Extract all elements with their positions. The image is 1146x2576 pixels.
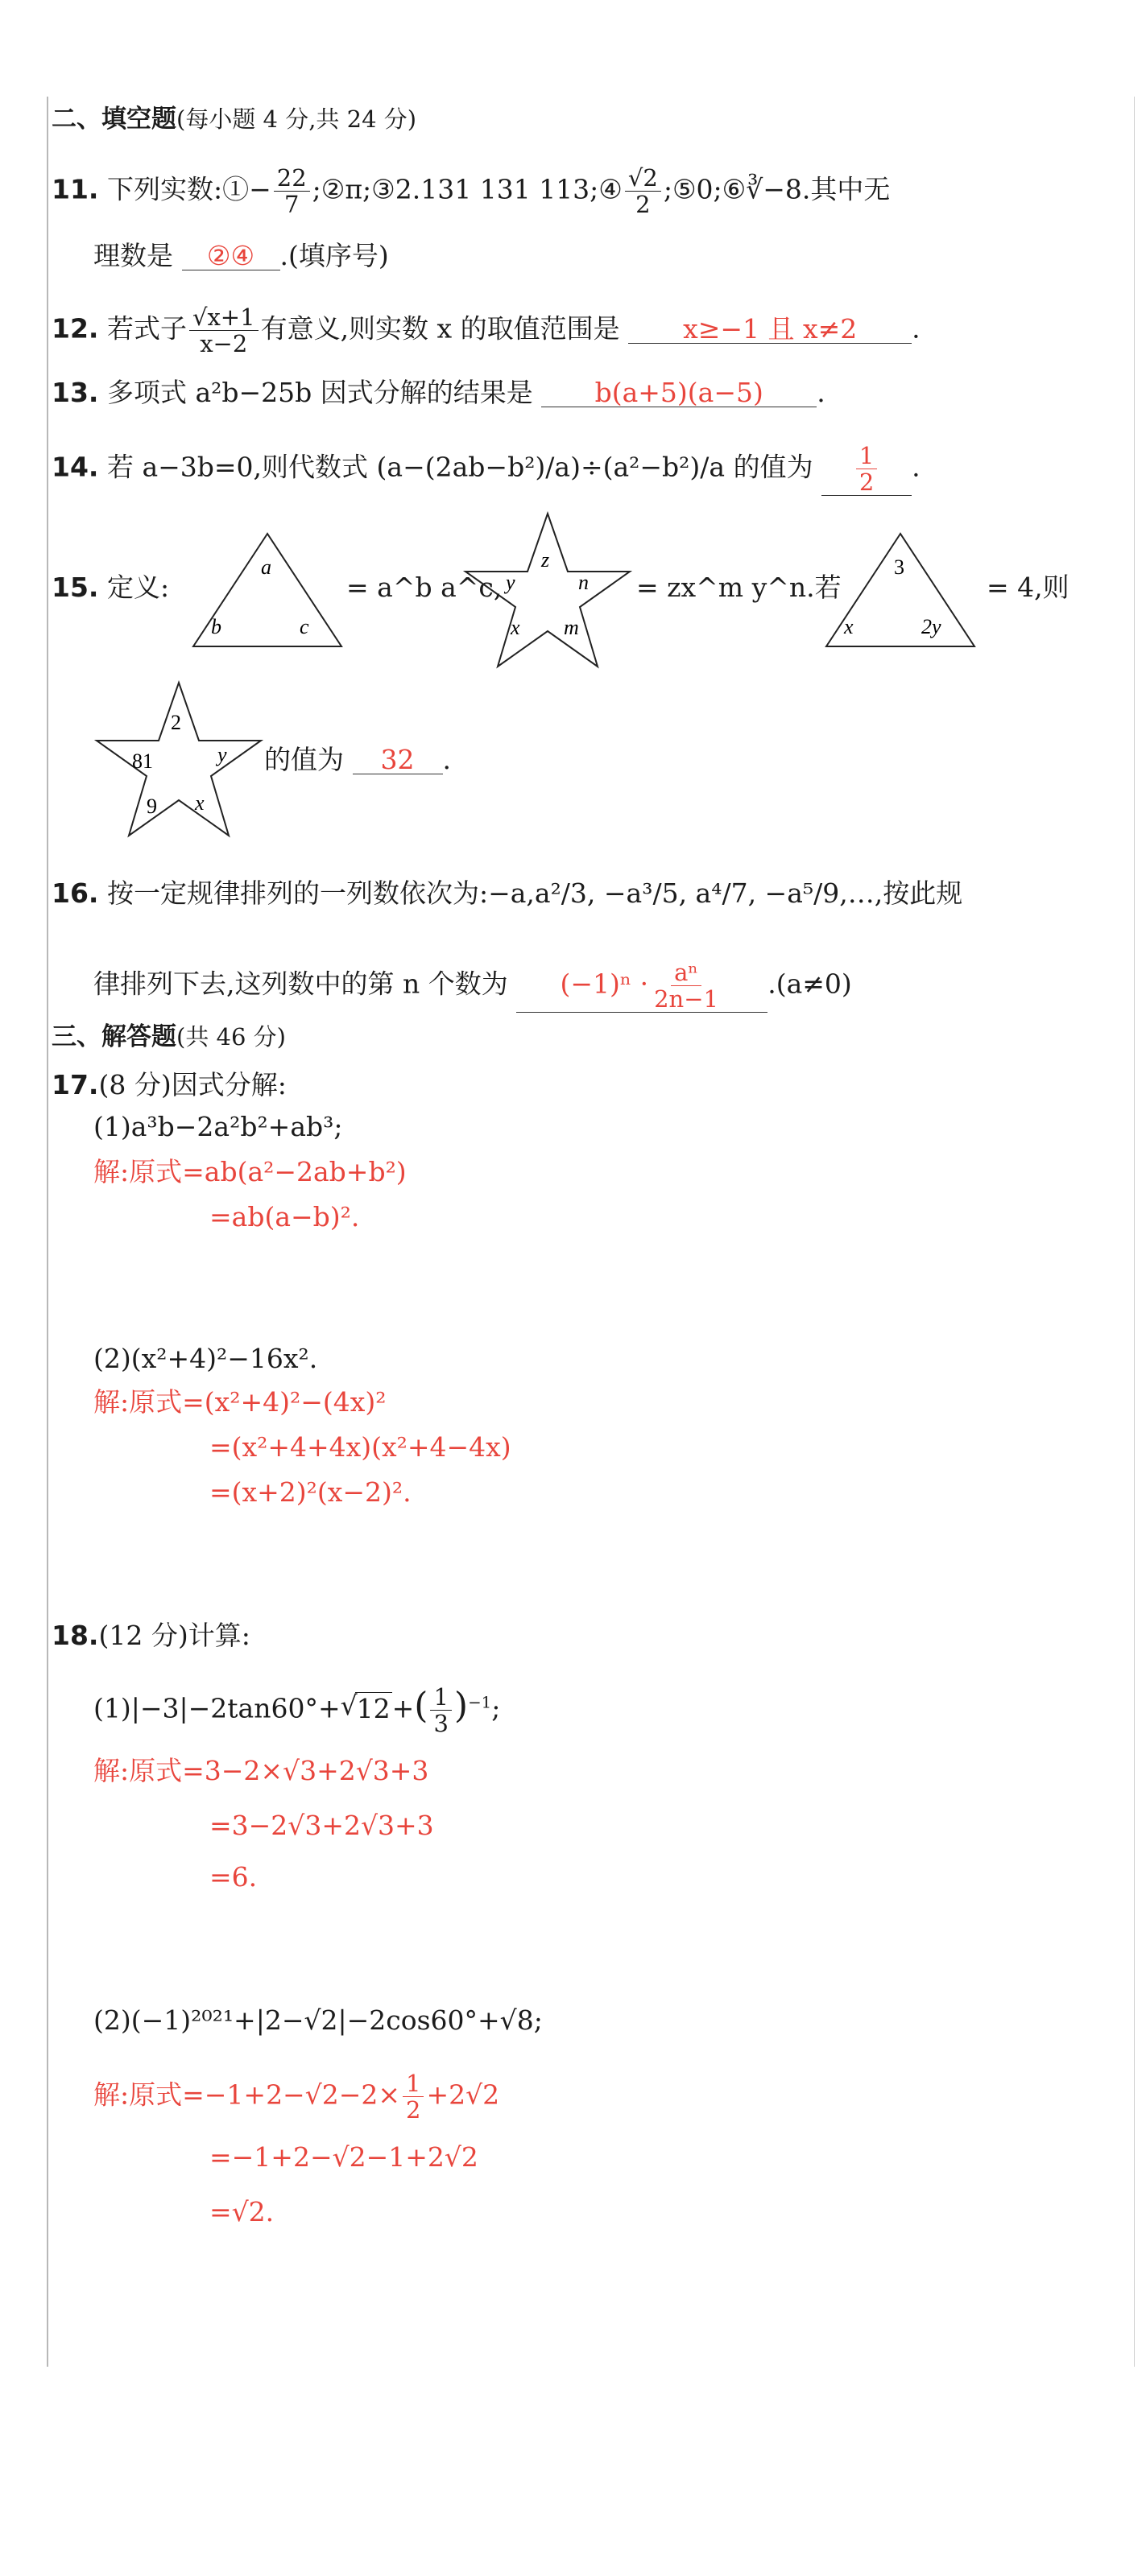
q15-eq3: = 4,则 <box>987 572 1069 603</box>
q15-line1: 15. 定义: <box>52 572 170 603</box>
q11-line1: 11. 下列实数:①− $\frac{22}{7}$ ;②π;③2.131 131 113;④ $\frac{√2}{2}$ ;⑤0;⑥∛−8.其中无 <box>52 164 891 218</box>
q16-sequence: a²/3, −a³/5, a⁴/7, −a⁵/9 <box>534 877 840 909</box>
tri2-top: 3 <box>894 555 904 579</box>
star2-ll: 9 <box>147 795 157 818</box>
q12-frac: $\frac{√x+1}{x-2}$ <box>189 304 259 357</box>
tri2-right: 2y <box>921 615 941 638</box>
q17-part1-step1: 解:原式=ab(a²−2ab+b²) <box>93 1156 407 1187</box>
q16-line2: 律排列下去,这列数中的第 n 个数为 (−1)ⁿ · $\frac{\text{aⁿ}}{2n-1}$ .(a≠0) <box>93 959 852 1013</box>
tri1-right: c <box>300 615 309 638</box>
star1-top: z <box>541 548 550 572</box>
q14-answer: $\frac{1}{2}$ <box>821 443 912 496</box>
q13-line: 13. 多项式 a²b−25b 因式分解的结果是 b(a+5)(a−5) . <box>52 377 825 408</box>
q15-answer: 32 <box>353 746 443 774</box>
q17-stem: 17.(8 分)因式分解: <box>52 1069 287 1100</box>
star2-top: 2 <box>171 711 181 734</box>
q17-part2-step2: =(x²+4+4x)(x²+4−4x) <box>209 1431 511 1463</box>
q13-answer: b(a+5)(a−5) <box>541 379 817 407</box>
q15-eq2: = zx^m y^n.若 <box>636 572 842 603</box>
section2-heading: 二、填空题(每小题 4 分,共 24 分) <box>52 105 417 134</box>
star1-ul: y <box>506 571 515 594</box>
star2-ur: y <box>217 743 227 766</box>
section3-heading: 三、解答题(共 46 分) <box>52 1022 286 1051</box>
q16-line1: 16. 按一定规律排列的一列数依次为:−a,a²/3, −a³/5, a⁴/7, −a⁵/9,…,按此规 <box>52 877 963 909</box>
q14-line: 14. 若 a−3b=0,则代数式 (a−(2ab−b²)/a)÷(a²−b²)/a 的值为 $\frac{1}{2}$ . <box>52 442 921 496</box>
q15-triangle-given <box>820 527 981 652</box>
tri2-left: x <box>844 615 854 638</box>
star2-ul: 81 <box>132 749 153 773</box>
q18-part2-step2: =−1+2−√2−1+2√2 <box>209 2141 478 2173</box>
star1-ur: n <box>578 571 589 594</box>
q18-part1-step2: =3−2√3+2√3+3 <box>209 1810 434 1841</box>
q17-part2-step3: =(x+2)²(x−2)². <box>209 1476 412 1508</box>
q17-part1-step2: =ab(a−b)². <box>209 1201 360 1232</box>
q17-part2-step1: 解:原式=(x²+4)²−(4x)² <box>93 1386 387 1418</box>
tri1-top: a <box>261 555 271 579</box>
q18-part1-step1: 解:原式=3−2×√3+2√3+3 <box>93 1755 429 1786</box>
q15-star-definition <box>459 509 636 670</box>
q18-part2-step1: 解:原式=−1+2−√2−2× $\frac{1}{2}$ +2√2 <box>93 2070 500 2124</box>
q15-line2: 的值为 32 . <box>264 744 451 775</box>
q18-part1: (1)|−3|−2tan60°+√ 12+( $\frac{1}{3}$ )$^{-1}$; <box>93 1684 500 1736</box>
q16-answer: (−1)ⁿ · $\frac{\text{aⁿ}}{2n-1}$ <box>516 960 767 1013</box>
q18-part2: (2)(−1)²⁰²¹+|2−√2|−2cos60°+√8; <box>93 2004 543 2036</box>
right-margin-line <box>1134 97 1135 2367</box>
star1-lr: m <box>564 616 579 639</box>
q18-stem: 18.(12 分)计算: <box>52 1620 250 1651</box>
q12-line: 12. 若式子 $\frac{√x+1}{x-2}$ 有意义,则实数 x 的取值范围是 x≥−1 且 x≠2 . <box>52 303 921 357</box>
q15-eq1: = a^b a^c, <box>346 572 503 603</box>
q17-part2: (2)(x²+4)²−16x². <box>93 1343 318 1374</box>
q18-part2-step3: =√2. <box>209 2196 275 2227</box>
q15-triangle-definition <box>187 527 348 652</box>
q11-answer: ②④ <box>182 242 280 270</box>
q18-part1-step3: =6. <box>209 1861 258 1893</box>
star1-ll: x <box>511 616 520 639</box>
q12-answer: x≥−1 且 x≠2 <box>628 316 912 344</box>
tri1-left: b <box>211 615 221 638</box>
q11-line2: 理数是 ②④ .(填序号) <box>93 240 389 271</box>
left-margin-line <box>47 97 48 2367</box>
q11-frac1: $\frac{22}{7}$ <box>274 165 310 217</box>
q14-expression: (a−(2ab−b²)/a)÷(a²−b²)/a <box>376 451 726 483</box>
q17-part1: (1)a³b−2a²b²+ab³; <box>93 1111 343 1142</box>
q15-star-given <box>90 678 267 839</box>
q11-frac2: $\frac{√2}{2}$ <box>625 165 661 217</box>
star2-lr: x <box>195 791 205 815</box>
